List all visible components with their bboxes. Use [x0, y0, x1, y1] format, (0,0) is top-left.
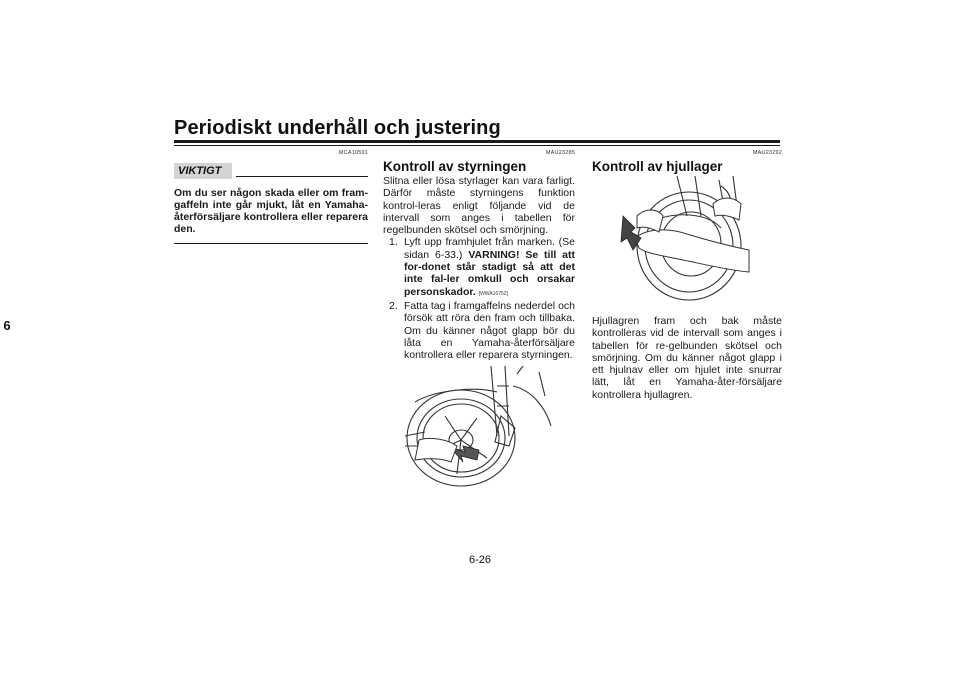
- notice-text: Om du ser någon skada eller om fram-gaffeln inte går mjukt, låt en Yamaha-återförsäljare kontrollera eller reparera den.: [174, 187, 368, 235]
- notice-column: [174, 150, 368, 244]
- step-number: 1.: [389, 236, 398, 249]
- wheel-bearing-heading: Kontroll av hjullager: [592, 159, 723, 174]
- steering-steps: [383, 236, 575, 361]
- page-title: Periodiskt underhåll och justering: [174, 117, 501, 139]
- steering-step: [383, 300, 575, 361]
- step-number: 2.: [389, 299, 398, 312]
- step-warning: VARNING! Se till att for-donet står stadigt så att det inte fal-ler omkull och orsakar personskador.: [404, 248, 576, 298]
- chapter-tab: 6: [3, 318, 11, 333]
- steering-intro: Slitna eller lösa styrlager kan vara farligt. Därför måste styrningens funktion kontrol-leras enligt följande vid de intervall som anges i tabellen för regelbunden skötsel och smörjning.: [383, 175, 575, 237]
- steering-heading: Kontroll av styrningen: [383, 159, 527, 174]
- page-number: 6-26: [468, 554, 492, 566]
- step-text: Lyft upp framhjulet från marken. (Se sidan 6-33.): [404, 236, 575, 261]
- wheel-bearing-text: Hjullagren fram och bak måste kontrolleras vid de intervall som anges i tabellen för re-gelbunden skötsel och smörjning. Om du känner något glapp i ett hjulnav eller om hjulet inte snurrar lätt, låt en Yamaha-åter-försäljare kontrollera hjullagren.: [592, 315, 782, 401]
- notice-header: [174, 161, 368, 183]
- steering-code: MAU23285: [545, 150, 575, 156]
- steering-check-illustration: [405, 366, 557, 490]
- notice-label: VIKTIGT: [174, 163, 232, 179]
- notice-bottom-rule: [174, 243, 368, 244]
- step-text: Fatta tag i framgaffelns nederdel och försök att röra den fram och tillbaka. Om du känner något glapp bör du låta en Yamaha-återförsäljare kontrollera eller reparera styrningen.: [404, 299, 575, 362]
- wheel-bearing-code: MAU23292: [752, 150, 782, 156]
- title-rule: [174, 140, 780, 143]
- steering-section: [383, 150, 575, 361]
- title-rule-thin: [174, 145, 780, 146]
- notice-header-rule: [236, 176, 368, 177]
- warning-code: [WWA10752]: [478, 290, 508, 297]
- steering-step: [383, 236, 575, 299]
- wheel-bearing-illustration: [617, 176, 757, 302]
- notice-code: MCA10591: [338, 150, 368, 156]
